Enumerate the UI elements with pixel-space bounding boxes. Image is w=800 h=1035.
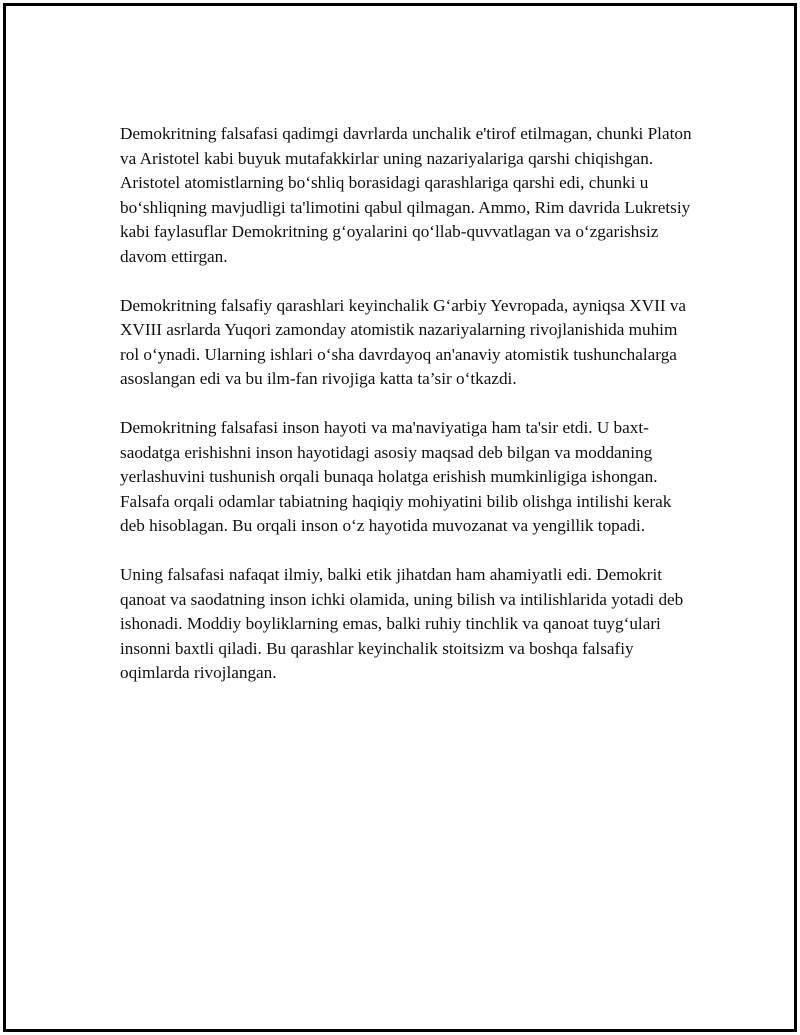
document-body xyxy=(120,122,695,710)
paragraph-2: Demokritning falsafiy qarashlari keyinchalik G‘arbiy Yevropada, ayniqsa XVII va XVIII asrlarda Yuqori zamonday atomistik nazariyalarning rivojlanishida muhim rol o‘ynadi. Ularning ishlari o‘sha davrdayoq an'anaviy atomistik tushunchalarga asoslangan edi va bu ilm-fan rivojiga katta ta’sir o‘tkazdi. xyxy=(120,295,687,388)
paragraph-4: Uning falsafasi nafaqat ilmiy, balki etik jihatdan ham ahamiyatli edi. Demokrit qanoat va saodatning inson ichki olamida, uning bilish va intilishlarida yotadi deb ishonadi. Moddiy boyliklarning emas, balki ruhiy tinchlik va qanoat tuyg‘ulari insonni baxtli qiladi. Bu qarashlar keyinchalik stoitsizm va boshqa falsafiy oqimlarda rivojlangan. xyxy=(120,565,684,682)
document-page xyxy=(3,3,797,1032)
paragraph-1: Demokritning falsafasi qadimgi davrlarda unchalik e'tirof etilmagan, chunki Platon va Aristotel kabi buyuk mutafakkirlar uning nazariyalariga qarshi chiqishgan. Aristotel atomistlarning bo‘shliq borasidagi qarashlariga qarshi edi, chunki u bo‘shliqning mavjudligi ta'limotini qabul qilmagan. Ammo, Rim davrida Lukretsiy kabi faylasuflar Demokritning g‘oyalarini qo‘llab-quvvatlagan va o‘zgarishsiz davom ettirgan. xyxy=(120,124,692,266)
paragraph-3: Demokritning falsafasi inson hayoti va ma'naviyatiga ham ta'sir etdi. U baxt-saodatga erishishni inson hayotidagi asosiy maqsad deb bilgan va moddaning yerlashuvini tushunish orqali bunaqa holatga erishish mumkinligiga ishongan. Falsafa orqali odamlar tabiatning haqiqiy mohiyatini bilib olishga intilishi kerak deb hisoblagan. Bu orqali inson o‘z hayotida muvozanat va yengillik topadi. xyxy=(120,418,672,535)
